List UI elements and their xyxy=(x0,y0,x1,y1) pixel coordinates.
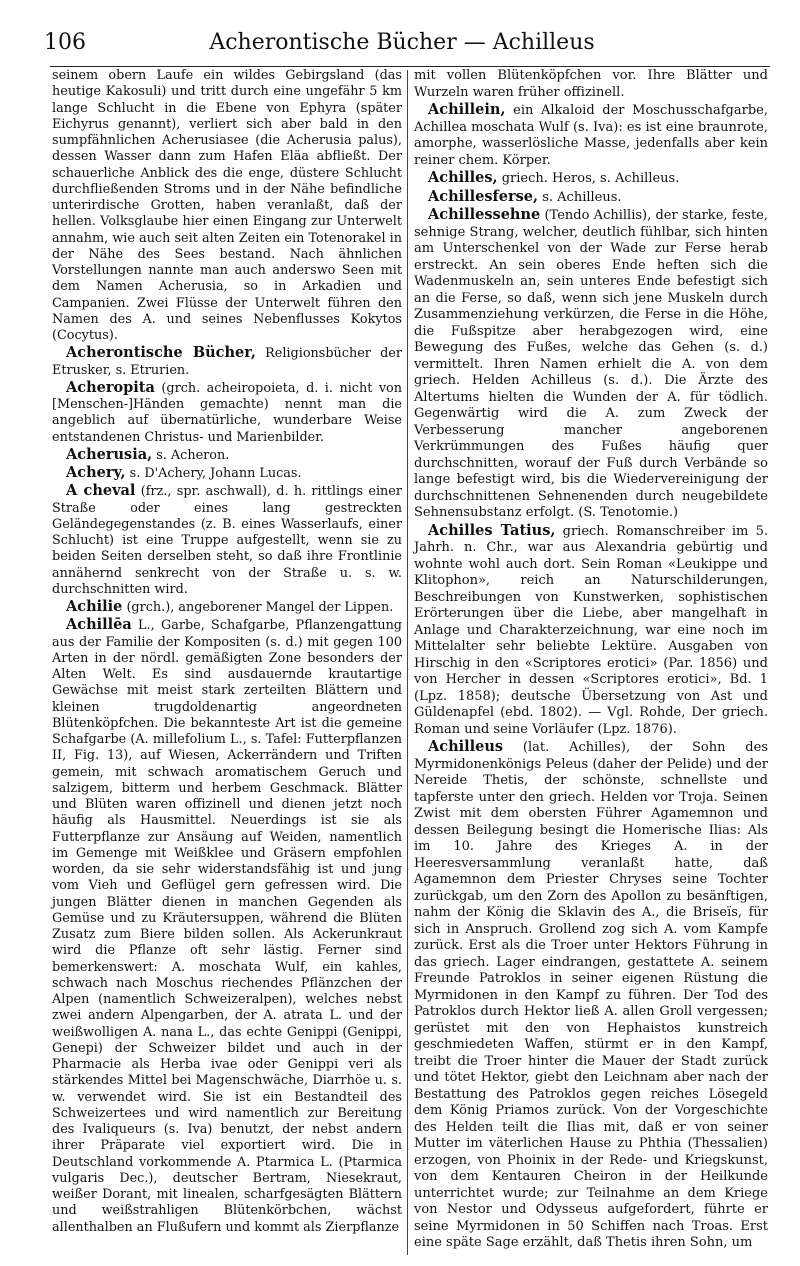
entry-lemma: Achillessehne xyxy=(428,206,541,223)
entry-lemma: Achilie xyxy=(66,598,123,615)
dictionary-entry xyxy=(52,617,402,1236)
entry-lemma: Achilleus xyxy=(428,738,504,755)
entry-lemma: Achillesferse, xyxy=(428,187,539,205)
page-number: 106 xyxy=(44,30,86,55)
entry-text: L., Garbe, Schafgarbe, Pflanzengattung aus der Familie der Kompositen (s. d.) mit gegen 100 Arten in der nördl. gemäßigten Zone besonders der Alten Welt. Es sind ausdauernde krautartige Gewächse mit meist stark zerteilten Blättern und kleinen trugdoldenartig angeordneten Blütenköpfchen. Die bekannteste Art ist die gemeine Schafgarbe (A. millefolium L., s. Tafel: Futterpflanzen II, Fig. 13), auf Wiesen, Ackerrändern und Triften gemein, mit schwach aromatischem Geruch und salzigem, bitterm und herbem Geschmack. Blätter und Blüten waren offizinell und dienen jetzt noch häufig als Hausmittel. Neuerdings ist sie als Futterpflanze zur Ansäung auf Weiden, namentlich im Gemenge mit Weißklee und Gräsern empfohlen worden, da sie sehr widerstandsfähig ist und jung vom Vieh und Geflügel gern gefressen wird. Die jungen Blätter dienen in manchen Gegenden als Gemüse und zu Kräutersuppen, während die Blüten Zusatz zum Biere bilden sollen. Als Ackerunkraut wird die Pflanze oft sehr lästig. Ferner sind bemerkenswert: A. moschata Wulf, ein kahles, schwach nach Moschus riechendes Pflänzchen der Alpen (namentlich Schweizeralpen), welches nebst zwei andern Alpengarben, der A. atrata L. und der weißwolligen A. nana L., das echte Genippi (Genippi, Genepi) der Schweizer bildet und auch in der Pharmacie als Herba ivae oder Genippi veri als stärkendes Mittel bei Magenschwäche, Diarrhöe u. s. w. verwendet wird. Sie ist ein Bestandteil des Schweizertees und wird namentlich zur Bereitung des Ivaliqueurs (s. Iva) benutzt, der nebst andern ihrer Präparate viel exportiert wird. Die in Deutschland vorkommende A. Ptarmica L. (Ptarmica vulgaris Dec.), deutscher Bertram, Niesekraut, weißer Dorant, mit linealen, scharfgesägten Blättern und weißstrahligen Blütenkörbchen, wächst allenthalben an Flußufern und kommt als Zierpflanze xyxy=(52,618,402,1235)
entry-lemma: Acherontische Bücher, xyxy=(66,344,256,362)
entry-text: s. D'Achery, Johann Lucas. xyxy=(125,466,302,481)
dictionary-entry xyxy=(414,739,768,1252)
entry-text: Religionsbücher der Etrusker, s. Etrurien. xyxy=(52,346,402,378)
page-header xyxy=(38,26,766,62)
dictionary-entry xyxy=(414,102,768,169)
entry-lemma: Achilles Tatius, xyxy=(428,521,556,539)
entry-text: griech. Heros, s. Achilleus. xyxy=(497,171,680,186)
running-head: Acherontische Bücher — Achilleus xyxy=(209,30,595,55)
entry-text: (lat. Achilles), der Sohn des Myrmidonenkönigs Peleus (daher der Pelide) und der Nereide Thetis, der schönste, schnellste und tapferste unter den griech. Helden vor Troja. Seinen Zwist mit dem obersten Führer Agamemnon und dessen Beilegung besingt die Homerische Ilias: Als im 10. Jahre des Krieges A. in der Heeresversammlung veranlaßt hatte, daß Agamemnon dem Priester Chryses seine Tochter zurückgab, um den Zorn des Apollon zu besänftigen, nahm der König die Sklavin des A., die Briseïs, für sich in Anspruch. Grollend zog sich A. vom Kampfe zurück. Erst als die Troer unter Hektors Führung in das griech. Lager eindrangen, gestattete A. seinem Freunde Patroklos in seiner eigenen Rüstung die Myrmidonen in den Kampf zu führen. Der Tod des Patroklos durch Hektor ließ A. allen Groll vergessen; gerüstet mit den von Hephaistos kunstreich geschmiedeten Waffen, stürmt er in den Kampf, treibt die Troer hinter die Mauer der Stadt zurück und tötet Hektor, giebt den Leichnam aber nach der Bestattung des Patroklos gegen reiches Lösegeld dem König Priamos zurück. Von der Vorgeschichte des Helden teilt die Ilias mit, daß er von seiner Mutter im väterlichen Hause zu Phthia (Thessalien) erzogen, von Phoinix in der Rede- und Kriegskunst, von dem Kentauren Cheiron in der Heilkunde unterrichtet wurde; zur Teilnahme an dem Kriege von Nestor und Odysseus aufgefordert, führte er seine Myrmidonen in 50 Schiffen nach Troas. Erst eine späte Sage erzählt, daß Thetis ihren Sohn, um xyxy=(414,740,768,1250)
entry-lemma: A cheval xyxy=(66,482,136,500)
entry-text: s. Acheron. xyxy=(152,447,230,463)
entry-lemma: Achillein, xyxy=(428,101,506,118)
dictionary-entry xyxy=(414,523,768,739)
entry-text: griech. Romanschreiber im 5. Jahrh. n. Chr., war aus Alexandria gebürtig und wohnte wohl auch dort. Sein Roman «Leukippe und Klitophon», reich an Naturschilderungen, Beschreibungen von Kunstwerken, sophistischen Erörterungen über die Liebe, aber mangelhaft in Anlage und Charakterzeichnung, war eine noch im Mittelalter sehr beliebte Lektüre. Ausgaben von Hirschig in den «Scriptores erotici» (Par. 1856) und von Hercher in dessen «Scriptores erotici», Bd. 1 (Lpz. 1858); deutsche Übersetzung von Ast und Güldenapfel (ebd. 1802). — Vgl. Rohde, Der griech. Roman und seine Vorläufer (Lpz. 1876). xyxy=(414,523,768,737)
entry-lemma: Achillēa xyxy=(66,616,132,634)
entry-text: mit vollen Blütenköpfchen vor. Ihre Blätter und Wurzeln waren früher offizinell. xyxy=(414,68,768,100)
dictionary-entry xyxy=(414,68,768,101)
entry-text: ein Alkaloid der Moschusschafgarbe, Achillea moschata Wulf (s. Iva): es ist eine braunrote, amorphe, wasserlösliche Masse, jedenfalls aber kein reiner chem. Körper. xyxy=(414,103,768,168)
dictionary-entry xyxy=(52,599,402,616)
dictionary-entry xyxy=(52,483,402,598)
dictionary-entry xyxy=(414,170,768,188)
dictionary-entry xyxy=(52,380,402,446)
entry-text: (frz., spr. aschwall), d. h. rittlings einer Straße oder eines lang gestreckten Geländegegenstandes (z. B. eines Wasserlaufs, einer Schlucht) ist eine Truppe aufgestellt, wenn sie zu beiden Seiten derselben steht, so daß ihre Frontlinie annähernd senkrecht von der Straße u. s. w. durchschnitten wird. xyxy=(52,484,402,597)
column-divider xyxy=(407,70,408,1255)
entry-lemma: Acherusia, xyxy=(66,445,153,463)
entry-lemma: Achery, xyxy=(66,464,126,481)
entry-lemma: Acheropita xyxy=(66,378,155,396)
dictionary-entry xyxy=(52,465,402,482)
dictionary-entry xyxy=(414,207,768,522)
header-rule xyxy=(50,66,770,67)
right-column xyxy=(414,68,768,1253)
entry-lemma: Achilles, xyxy=(428,169,498,186)
dictionary-entry xyxy=(52,447,402,464)
entry-text: (Tendo Achillis), der starke, feste, sehnige Strang, welcher, deutlich fühlbar, sich hinten am Unterschenkel von der Wade zur Ferse herab erstreckt. An sein oberes Ende heften sich die Wadenmuskeln an, sein unteres Ende befestigt sich an die Ferse, so daß, wenn sich jene Muskeln durch Zusammenziehung verkürzen, die Ferse in die Höhe, die Fußspitze aber herabgezogen wird, eine Bewegung des Fußes, welche das Gehen (s. d.) vermittelt. Ihren Namen erhielt die A. von dem griech. Helden Achilleus (s. d.). Die Ärzte des Altertums hielten die Wunden der A. für tödlich. Gegenwärtig wird die A. zum Zweck der Verbesserung mancher angeborenen Verkrümmungen des Fußes häufig quer durchschnitten, worauf der Fuß durch Verbände so lange befestigt wird, bis die Wiedervereinigung der durchschnittenen Sehnenenden durch neugebildete Sehnensubstanz erfolgt. (S. Tenotomie.) xyxy=(414,208,768,520)
left-column xyxy=(52,68,402,1237)
entry-text: seinem obern Laufe ein wildes Gebirgsland (das heutige Kakosuli) und tritt durch eine ungefähr 5 km lange Schlucht in die Ebene von Ephyra (später Eichyrus genannt), verliert sich aber bald in den sumpfähnlichen Acherusiasee (die Acherusia palus), dessen Wasser dann zum Hafen Eläa abfließt. Der schauerliche Anblick des die enge, düstere Schlucht durchfließenden Stroms und in der Nähe befindliche unterirdische Grotten, haben veranlaßt, daß der hellen. Volksglaube hier einen Eingang zur Unterwelt annahm, wie auch seit alten Zeiten ein Totenorakel in der Nähe des Sees bestand. Nach ähnlichen Vorstellungen nannte man auch anderswo Seen mit dem Namen Acherusia, so in Arkadien und Campanien. Zwei Flüsse der Unterwelt führen den Namen des A. und seines Nebenflusses Kokytos (Cocytus). xyxy=(52,68,402,343)
entry-text: (grch. acheiropoieta, d. i. nicht von [Menschen-]Händen gemachte) nennt man die angeblich auf übernatürliche, wunderbare Weise entstandenen Christus- und Marienbilder. xyxy=(52,380,402,445)
dictionary-entry xyxy=(52,68,402,344)
dictionary-entry xyxy=(414,189,768,207)
entry-text: (grch.), angeborener Mangel der Lippen. xyxy=(122,600,394,615)
dictionary-entry xyxy=(52,345,402,379)
entry-text: s. Achilleus. xyxy=(538,189,622,205)
